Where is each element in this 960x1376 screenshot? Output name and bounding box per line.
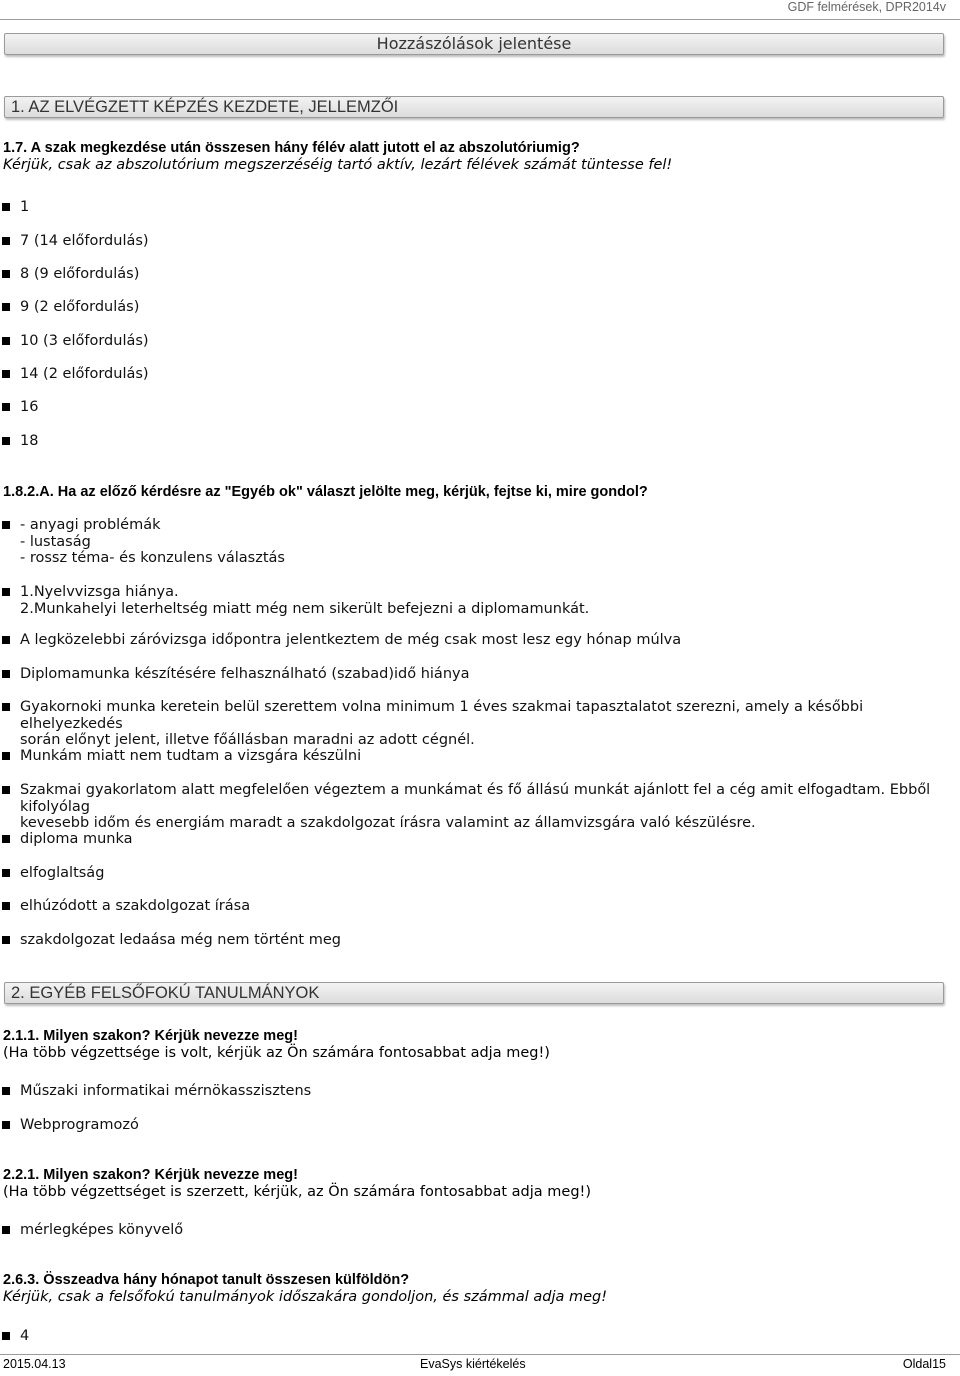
- answer-item: 16: [0, 399, 958, 416]
- answer-item: 14 (2 előfordulás): [0, 366, 958, 383]
- answer-item: 18: [0, 433, 958, 450]
- bullet-square-icon: [2, 936, 10, 944]
- answer-item: Munkám miatt nem tudtam a vizsgára készülni: [0, 748, 958, 765]
- footer-date: 2015.04.13: [3, 1357, 66, 1371]
- bullet-square-icon: [2, 835, 10, 843]
- section-2-bar: [4, 982, 944, 1004]
- bullet-square-icon: [2, 902, 10, 910]
- bullet-square-icon: [2, 752, 10, 760]
- bullet-square-icon: [2, 703, 10, 711]
- answer-item: Webprogramozó: [0, 1117, 958, 1134]
- footer-divider: [0, 1354, 960, 1355]
- question-1-8-2-a: [3, 484, 953, 501]
- question-2-2-1: [3, 1167, 953, 1201]
- question-title: 1.8.2.A. Ha az előző kérdésre az "Egyéb ok" választ jelölte meg, kérjük, fejtse ki, mire gondol?: [3, 484, 648, 500]
- bullet-square-icon: [2, 869, 10, 877]
- bullet-square-icon: [2, 1226, 10, 1234]
- answer-item: mérlegképes könyvelő: [0, 1222, 958, 1239]
- report-title: Hozzászólások jelentése: [376, 34, 572, 53]
- bullet-square-icon: [2, 237, 10, 245]
- answer-item: szakdolgozat ledaása még nem történt meg: [0, 932, 958, 949]
- bullet-square-icon: [2, 370, 10, 378]
- question-instruction: (Ha több végzettséget is szerzett, kérjük, az Ön számára fontosabbat adja meg!): [3, 1184, 592, 1200]
- bullet-square-icon: [2, 1087, 10, 1095]
- question-title: 2.2.1. Milyen szakon? Kérjük nevezze meg!: [3, 1167, 298, 1183]
- bullet-square-icon: [2, 203, 10, 211]
- question-2-1-1: [3, 1028, 953, 1062]
- question-1-7: [3, 140, 953, 174]
- section-1-title: 1. AZ ELVÉGZETT KÉPZÉS KEZDETE, JELLEMZŐI: [11, 98, 399, 116]
- bullet-square-icon: [2, 303, 10, 311]
- bullet-square-icon: [2, 636, 10, 644]
- question-2-6-3: [3, 1272, 953, 1306]
- answer-item: 9 (2 előfordulás): [0, 299, 958, 316]
- footer-page-number: Oldal15: [902, 1357, 946, 1371]
- bullet-square-icon: [2, 1332, 10, 1340]
- answer-item: A legközelebbi záróvizsga időpontra jelentkeztem de még csak most lesz egy hónap múlva: [0, 632, 958, 649]
- question-title: 2.1.1. Milyen szakon? Kérjük nevezze meg!: [3, 1028, 298, 1044]
- header-document-id: GDF felmérések, DPR2014v: [787, 0, 946, 14]
- section-1-bar: [4, 96, 944, 118]
- question-instruction: (Ha több végzettsége is volt, kérjük az Ön számára fontosabbat adja meg!): [3, 1045, 550, 1061]
- bullet-square-icon: [2, 403, 10, 411]
- section-2-title: 2. EGYÉB FELSŐFOKÚ TANULMÁNYOK: [11, 984, 320, 1002]
- answer-item: 8 (9 előfordulás): [0, 266, 958, 283]
- answer-item: elhúzódott a szakdolgozat írása: [0, 898, 958, 915]
- answer-item: 1.Nyelvvizsga hiánya. 2.Munkahelyi leterheltség miatt még nem sikerült befejezni a diplomamunkát.: [0, 584, 958, 617]
- answer-item: 1: [0, 199, 958, 216]
- question-title: 2.6.3. Összeadva hány hónapot tanult összesen külföldön?: [3, 1272, 410, 1288]
- answer-item: Műszaki informatikai mérnökasszisztens: [0, 1083, 958, 1100]
- bullet-square-icon: [2, 588, 10, 596]
- answer-item: Diplomamunka készítésére felhasználható (szabad)idő hiánya: [0, 666, 958, 683]
- question-instruction: Kérjük, csak a felsőfokú tanulmányok időszakára gondoljon, és számmal adja meg!: [3, 1289, 608, 1305]
- report-title-bar: [4, 33, 944, 55]
- footer-center: EvaSys kiértékelés: [420, 1357, 526, 1371]
- question-title: 1.7. A szak megkezdése után összesen hány félév alatt jutott el az abszolutóriumig?: [3, 140, 580, 156]
- bullet-square-icon: [2, 337, 10, 345]
- answer-item: diploma munka: [0, 831, 958, 848]
- header-divider: [0, 19, 960, 20]
- answer-item: Gyakornoki munka keretein belül szerettem volna minimum 1 éves szakmai tapasztalatot szerezni, amely a későbbi elhelyezkedés során előnyt jelent, illetve főállásban maradni az adott cégnél.: [0, 699, 958, 749]
- bullet-square-icon: [2, 1121, 10, 1129]
- bullet-square-icon: [2, 437, 10, 445]
- bullet-square-icon: [2, 270, 10, 278]
- answer-item: - anyagi problémák - lustaság - rossz téma- és konzulens választás: [0, 517, 958, 567]
- question-instruction: Kérjük, csak az abszolutórium megszerzéséig tartó aktív, lezárt félévek számát tüntesse fel!: [3, 157, 673, 173]
- bullet-square-icon: [2, 786, 10, 794]
- answer-item: elfoglaltság: [0, 865, 958, 882]
- answer-item: 7 (14 előfordulás): [0, 233, 958, 250]
- answer-item: 10 (3 előfordulás): [0, 333, 958, 350]
- answer-item: 4: [0, 1328, 958, 1345]
- answer-item: Szakmai gyakorlatom alatt megfelelően végeztem a munkámat és fő állású munkát ajánlott fel a cég amit elfogadtam. Ebből kifolyólag kevesebb időm és energiám maradt a szakdolgozat írásra valamint az államvizsgára való készülésre.: [0, 782, 958, 832]
- bullet-square-icon: [2, 521, 10, 529]
- bullet-square-icon: [2, 670, 10, 678]
